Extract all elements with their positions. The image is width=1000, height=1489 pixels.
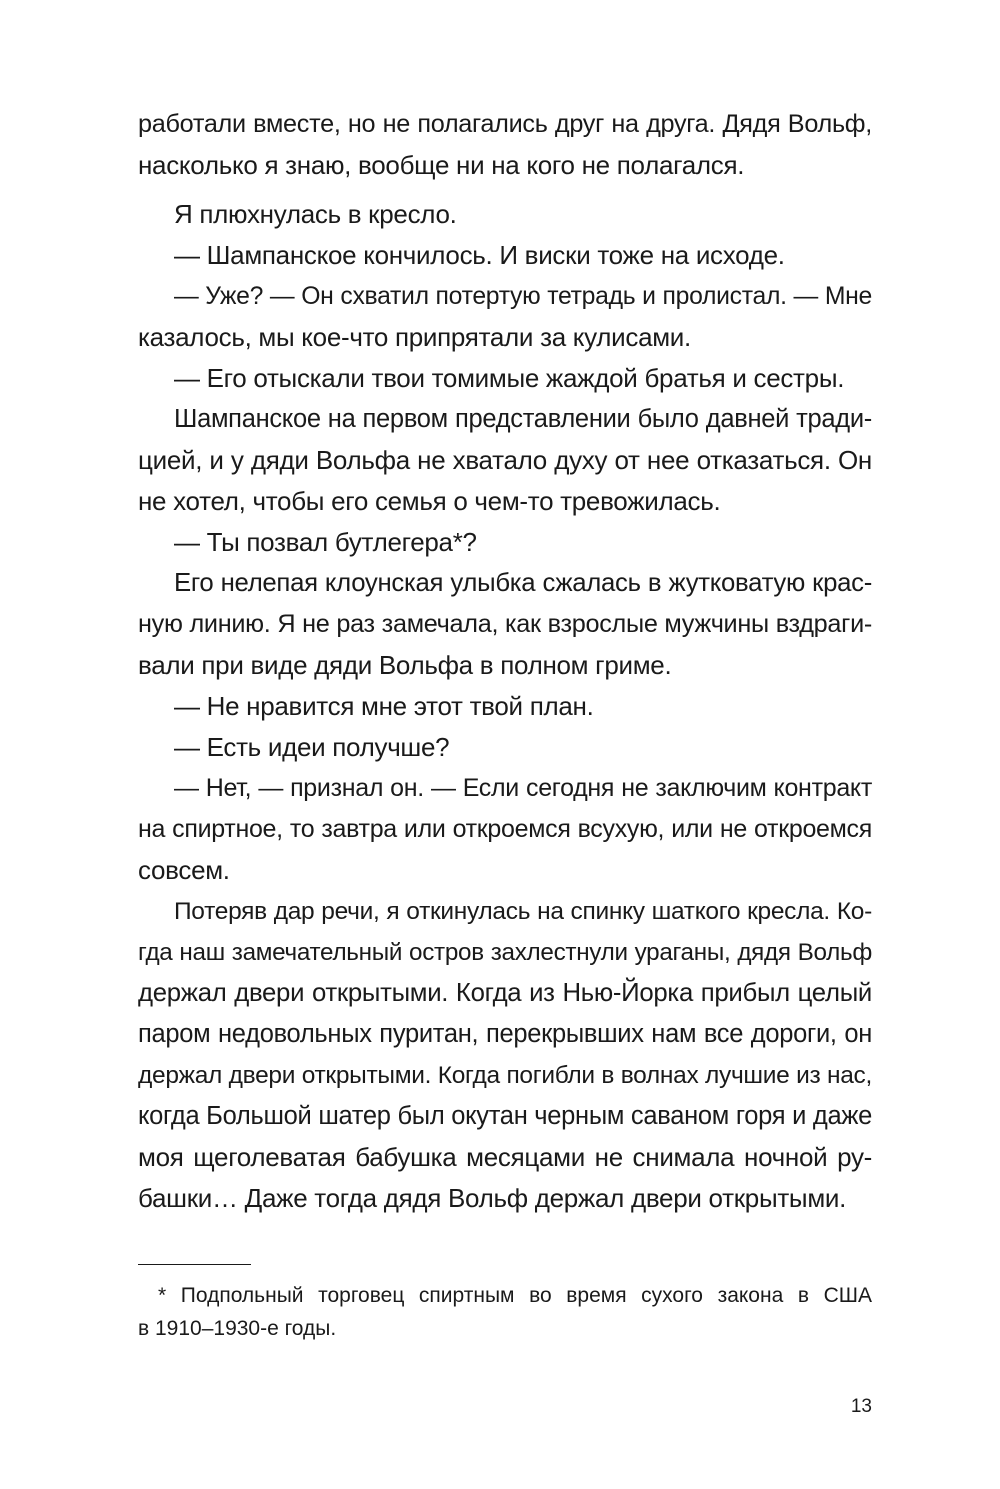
- text-line: совсем.: [138, 855, 230, 885]
- text-line: держал двери открытыми. Когда погибли в волнах лучшие из нас,: [138, 1062, 872, 1089]
- text-line: Я плюхнулась в кресло.: [174, 199, 457, 229]
- text-line: Его нелепая клоунская улыбка сжалась в жутковатую крас-: [174, 569, 872, 597]
- text-line: башки… Даже тогда дядя Вольф держал двери открытыми.: [138, 1183, 847, 1213]
- text-line: работали вместе, но не полагались друг на друга. Дядя Вольф,: [138, 110, 872, 138]
- text-line: гда наш замечательный остров захлестнули ураганы, дядя Вольф: [138, 939, 872, 966]
- text-line: — Шампанское кончилось. И виски тоже на исходе.: [174, 240, 785, 270]
- text-line: — Есть идеи получше?: [174, 732, 450, 762]
- text-line: — Его отыскали твои томимые жаждой братья и сестры.: [174, 363, 845, 393]
- text-line: Потеряв дар речи, я откинулась на спинку шаткого кресла. Ко-: [174, 898, 872, 925]
- page-number: 13: [850, 1396, 872, 1417]
- text-line: вали при виде дяди Вольфа в полном гриме.: [138, 650, 672, 680]
- text-line: цией, и у дяди Вольфа не хватало духу от нее отказаться. Он: [138, 445, 872, 475]
- main-text: [138, 104, 872, 1219]
- footnote-line: * Подпольный торговец спиртным во время сухого закона в США: [158, 1284, 872, 1307]
- text-line: — Уже? — Он схватил потертую тетрадь и пролистал. — Мне: [174, 283, 872, 310]
- text-line: держал двери открытыми. Когда из Нью-Йорка прибыл целый: [138, 979, 872, 1007]
- text-line: не хотел, чтобы его семья о чем-то тревожилась.: [138, 486, 721, 516]
- text-line: моя щеголеватая бабушка месяцами не снимала ночной ру-: [138, 1142, 872, 1172]
- footnote-line: в 1910–1930-е годы.: [138, 1317, 337, 1340]
- text-line: Шампанское на первом представлении было давней тради-: [174, 405, 872, 433]
- footnote: [138, 1279, 872, 1345]
- text-line: паром недовольных пуритан, перекрывших нам все дороги, он: [138, 1020, 872, 1048]
- text-line: на спиртное, то завтра или откроемся всухую, или не откроемся: [138, 815, 872, 843]
- text-line: казалось, мы кое-что припрятали за кулисами.: [138, 322, 691, 352]
- text-line: — Нет, — признал он. — Если сегодня не заключим контракт: [174, 774, 872, 802]
- footnote-divider: [138, 1264, 251, 1265]
- text-line: насколько я знаю, вообще ни на кого не полагался.: [138, 150, 745, 180]
- text-line: когда Большой шатер был окутан черным саваном горя и даже: [138, 1102, 872, 1130]
- text-line: — Не нравится мне этот твой план.: [174, 691, 594, 721]
- text-line: ную линию. Я не раз замечала, как взрослые мужчины вздраги-: [138, 610, 872, 638]
- text-line: — Ты позвал бутлегера*?: [174, 527, 477, 557]
